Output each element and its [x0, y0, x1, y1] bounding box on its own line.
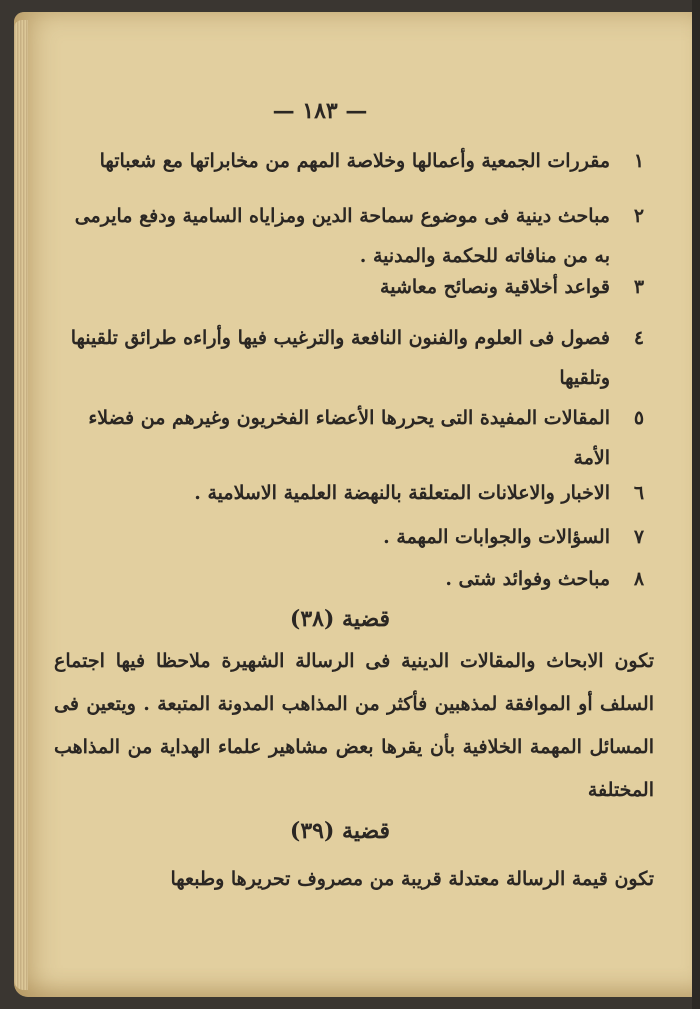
- section-heading: قضية (٣٩): [289, 818, 391, 844]
- item-text: مباحث دينية فى موضوع سماحة الدين ومزاياه السامية ودفع مايرمى به من منافاته للحكمة والمدنية .: [74, 205, 610, 267]
- list-item: [54, 274, 654, 300]
- item-text: قواعد أخلاقية ونصائح معاشية: [380, 276, 610, 298]
- item-number: ٣: [633, 276, 645, 298]
- section-paragraph: تكون الابحاث والمقالات الدينية فى الرسالة الشهيرة ملاحظا فيها اجتماع السلف أو الموافقة لمذهبين فأكثر من المذاهب المدونة المتبعة . ويتعين فى المسائل المهمة الخلافية بأن يقرها بعض مشاهير علماء الهداية من المذاهب المختلفة: [54, 650, 654, 801]
- list-item: [54, 524, 654, 550]
- list-item: [54, 480, 654, 506]
- item-number: ٢: [633, 205, 645, 227]
- list-item: [54, 196, 654, 276]
- item-text: السؤالات والجوابات المهمة .: [383, 526, 610, 548]
- item-text: الاخبار والاعلانات المتعلقة بالنهضة العلمية الاسلامية .: [194, 482, 610, 504]
- item-text: المقالات المفيدة التى يحررها الأعضاء الفخريون وغيرهم من فضلاء الأمة: [88, 407, 610, 469]
- item-number: ٨: [633, 568, 645, 590]
- list-item: [54, 148, 654, 174]
- item-number: ١: [633, 150, 645, 172]
- item-text: فصول فى العلوم والفنون النافعة والترغيب فيها وأراءه طرائق تلقينها وتلقيها: [70, 327, 610, 389]
- list-item: [54, 566, 654, 592]
- section-paragraph: تكون قيمة الرسالة معتدلة قريبة من مصروف تحريرها وطبعها: [170, 868, 654, 890]
- scan-border: [692, 0, 700, 1009]
- item-number: ٤: [633, 327, 645, 349]
- page-content: [40, 0, 654, 1009]
- item-number: ٦: [633, 482, 645, 504]
- list-item: [54, 398, 654, 478]
- list-item: [54, 318, 654, 398]
- item-number: ٥: [633, 407, 645, 429]
- item-number: ٧: [633, 526, 645, 548]
- item-text: مباحث وفوائد شتى .: [445, 568, 610, 590]
- section-heading: قضية (٣٨): [289, 606, 391, 632]
- page-edges: [14, 20, 28, 990]
- item-text: مقررات الجمعية وأعمالها وخلاصة المهم من مخابراتها مع شعباتها: [99, 150, 610, 172]
- page-number: — ١٨٣ —: [272, 98, 368, 124]
